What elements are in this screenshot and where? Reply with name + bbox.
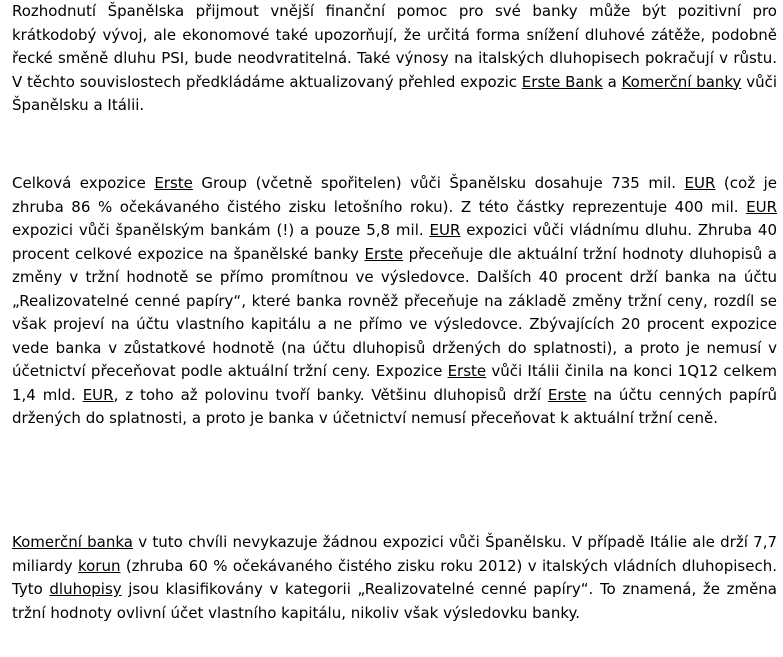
text-run: (zhruba 60 % očekávaného čistého zisku roku 2012) v italských vládních dluhopisech. Tyto (12, 556, 777, 598)
text-run: Group (včetně spořitelen) vůči Španělsku dosahuje 735 mil. (192, 174, 685, 192)
text-run: expozici vůči španělským bankám (!) a pouze 5,8 mil. (12, 221, 430, 239)
text-run: , z toho až polovinu tvoří banky. Většinu dluhopisů drží (113, 385, 548, 404)
link-eur[interactable]: EUR (746, 197, 777, 216)
link-komercni-banka[interactable]: Komerční banka (12, 533, 133, 551)
link-komercni-banky[interactable]: Komerční banky (621, 72, 742, 91)
text-run: expozici vůči vládnímu dluhu. Zhruba 40 procent celkové expozice na španělské banky (12, 221, 777, 263)
text-run: v tuto chvíli nevykazuje žádnou expozici vůči Španělsku. V případě Itálie ale drží 7,7 miliardy (12, 533, 778, 575)
link-erste[interactable]: Erste (364, 244, 404, 263)
text-run: vůči Španělsku a Itálii. (12, 72, 778, 114)
text-run: Rozhodnutí Španělska přijmout vnější finanční pomoc pro své banky může být pozitivní pro krátkodobý vývoj, ale ekonomové také upozorňují, že určitá forma snížení dluhové zátěže, podobně řecké směně dluhu PSI, bude neodvratitelná. Také výnosy na italských dluhopisech pokračují v růstu. V těchto souvislostech předkládáme aktualizovaný přehled expozic (12, 2, 777, 91)
link-eur[interactable]: EUR (82, 385, 114, 404)
link-korun[interactable]: korun (77, 556, 121, 575)
link-erste[interactable]: Erste (447, 362, 487, 380)
link-erste-bank[interactable]: Erste Bank (521, 72, 603, 91)
text-run: na účtu cenných papírů držených do splatnosti, a proto je banka v účetnictví nemusí přeceňovat k aktuální tržní ceně. (12, 385, 777, 427)
text-run: Celková expozice (12, 174, 155, 192)
text-run: přeceňuje dle aktuální tržní hodnoty dluhopisů a změny v tržní hodnotě se přímo promítnou ve výsledovce. Dalších 40 procent drží banka na účtu „Realizovatelné cenné papíry“, které banka rovněž přeceňuje na základě změny tržní ceny, rozdíl se však projeví na účtu vlastního kapitálu a ne přímo ve výsledovce. Zbývajících 20 procent expozice vede banka v zůstatkové hodnotě (na účtu dluhopisů držených do splatnosti), a proto je nemusí v účetnictví přeceňovat podle aktuální tržní ceny. Expozice (12, 244, 778, 380)
text-run: vůči Itálii činila na konci 1Q12 celkem 1,4 mld. (12, 362, 777, 404)
link-dluhopisy[interactable]: dluhopisy (49, 580, 122, 598)
link-eur[interactable]: EUR (684, 174, 716, 192)
paragraph-erste-exposure (12, 172, 777, 431)
link-erste[interactable]: Erste (547, 385, 587, 404)
link-erste[interactable]: Erste (154, 174, 193, 192)
text-run: a (602, 72, 622, 91)
link-eur[interactable]: EUR (429, 221, 461, 239)
paragraph-intro (12, 0, 777, 118)
paragraph-kb-exposure (12, 531, 777, 625)
text-run: (což je zhruba 86 % očekávaného čistého zisku letošního roku). Z této částky reprezentuje 400 mil. (12, 174, 777, 216)
text-run: jsou klasifikovány v kategorii „Realizovatelné cenné papíry“. To znamená, že změna tržní hodnoty ovlivní účet vlastního kapitálu, nikoliv však výsledovku banky. (12, 580, 778, 622)
